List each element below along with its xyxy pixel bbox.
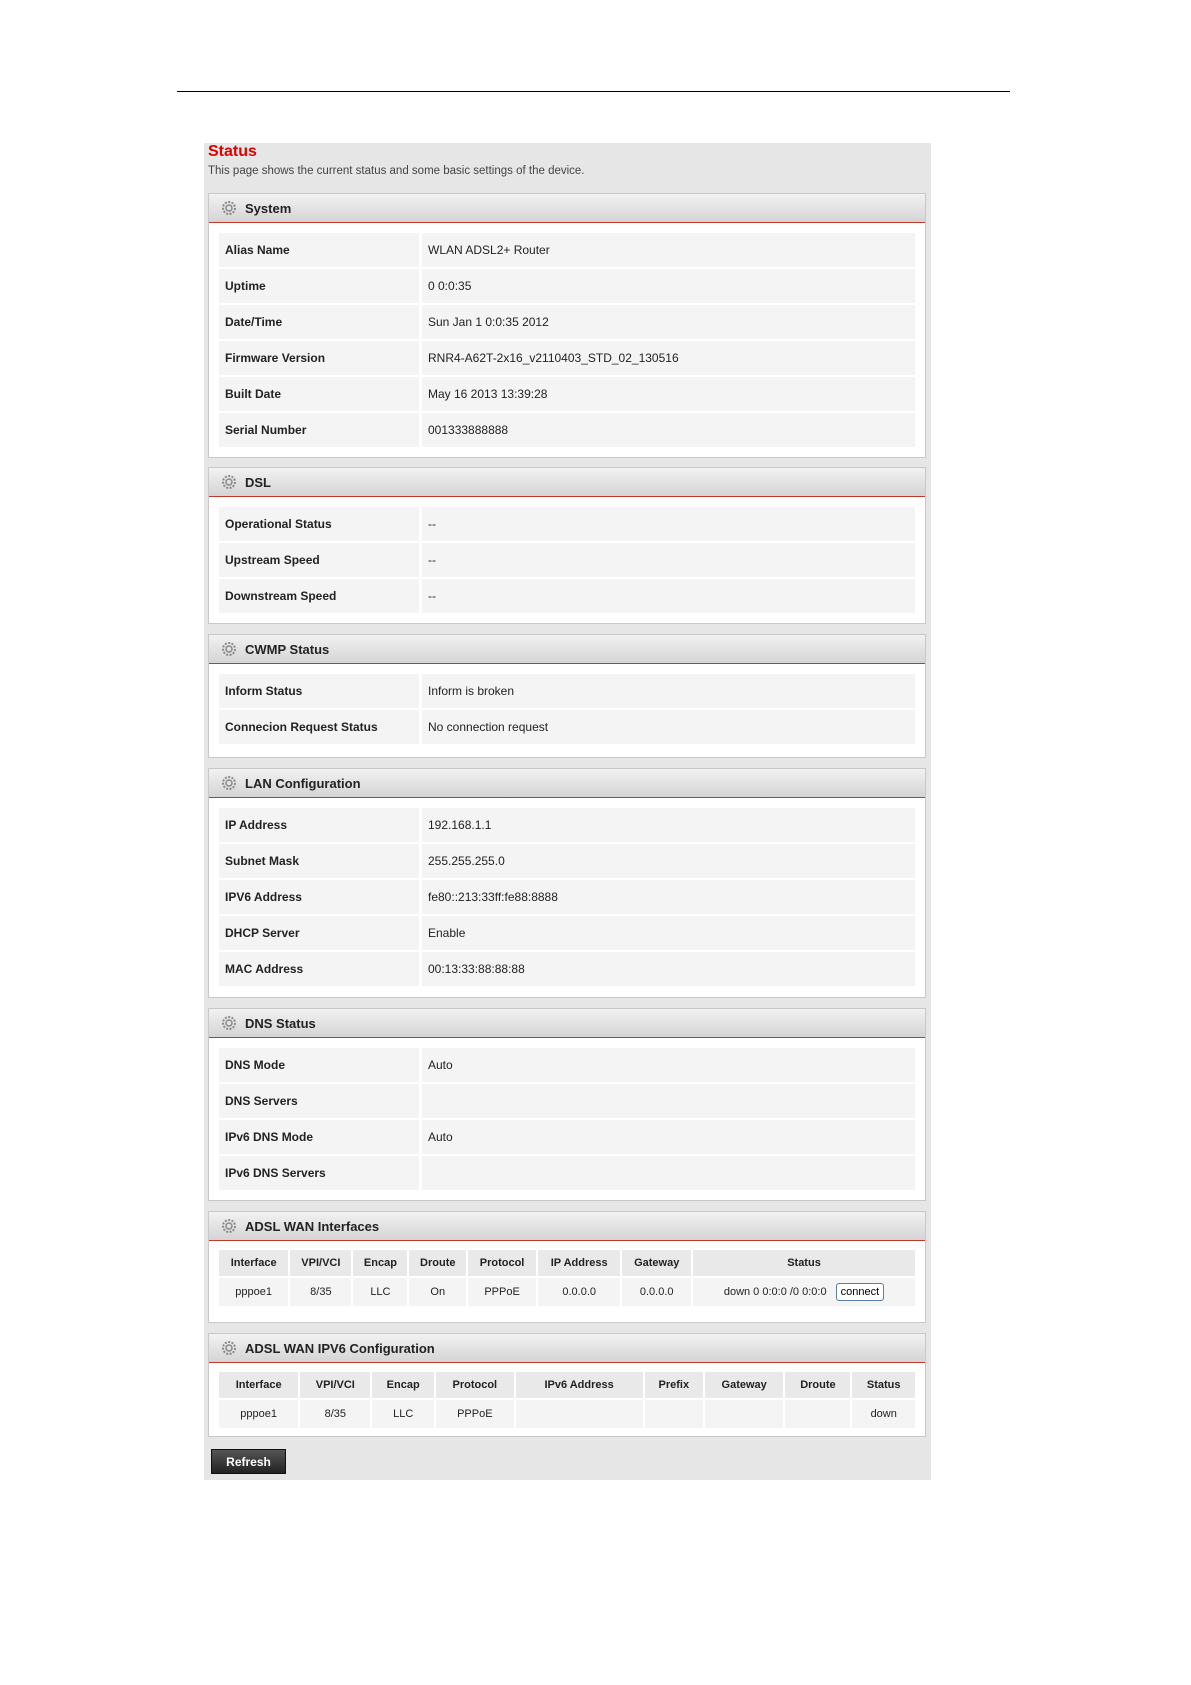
row-key: IP Address <box>219 808 419 842</box>
row-value: No connection request <box>422 710 915 744</box>
row-value: -- <box>422 543 915 577</box>
section-title: ADSL WAN Interfaces <box>245 1218 380 1234</box>
table-cell <box>705 1400 783 1428</box>
row-value: -- <box>422 507 915 541</box>
row-value: Inform is broken <box>422 674 915 708</box>
dns-table <box>219 1048 915 1192</box>
table-cell <box>516 1400 643 1428</box>
column-header: Gateway <box>622 1250 691 1276</box>
dsl-section <box>208 467 926 624</box>
table-row <box>219 674 915 710</box>
gear-icon <box>221 775 237 791</box>
column-header: Status <box>852 1372 915 1398</box>
column-header: Droute <box>409 1250 466 1276</box>
row-value: Sun Jan 1 0:0:35 2012 <box>422 305 915 339</box>
section-title: CWMP Status <box>245 641 330 657</box>
column-header: Prefix <box>645 1372 703 1398</box>
row-key: IPV6 Address <box>219 880 419 914</box>
section-header <box>209 1334 925 1363</box>
table-cell: PPPoE <box>436 1400 514 1428</box>
table-cell: On <box>409 1278 466 1306</box>
column-header: IP Address <box>538 1250 620 1276</box>
gear-icon <box>221 1340 237 1356</box>
row-value: 00:13:33:88:88:88 <box>422 952 915 986</box>
table-cell: 0.0.0.0 <box>538 1278 620 1306</box>
table-cell <box>645 1400 703 1428</box>
status-text: down 0 0:0:0 /0 0:0:0 <box>723 1286 827 1298</box>
section-header <box>209 635 925 664</box>
column-header: Gateway <box>705 1372 783 1398</box>
table-cell: PPPoE <box>468 1278 536 1306</box>
table-cell: LLC <box>372 1400 434 1428</box>
table-row <box>219 579 915 615</box>
table-row <box>219 880 915 916</box>
table-row <box>219 1278 915 1306</box>
row-value: Enable <box>422 916 915 950</box>
table-row <box>219 543 915 579</box>
table-cell: 8/35 <box>290 1278 351 1306</box>
row-value: fe80::213:33ff:fe88:8888 <box>422 880 915 914</box>
dns-section <box>208 1008 926 1201</box>
row-key: Inform Status <box>219 674 419 708</box>
table-row <box>219 269 915 305</box>
section-header <box>209 468 925 497</box>
table-cell: pppoe1 <box>219 1278 288 1306</box>
row-key: Downstream Speed <box>219 579 419 613</box>
table-row <box>219 1048 915 1084</box>
column-header: VPI/VCI <box>290 1250 351 1276</box>
table-row <box>219 808 915 844</box>
table-cell: down <box>852 1400 915 1428</box>
gear-icon <box>221 1015 237 1031</box>
table-row <box>219 710 915 746</box>
row-key: Alias Name <box>219 233 419 267</box>
row-value: 255.255.255.0 <box>422 844 915 878</box>
row-key: IPv6 DNS Servers <box>219 1156 419 1190</box>
table-row <box>219 1120 915 1156</box>
table-row <box>219 952 915 988</box>
section-title: ADSL WAN IPV6 Configuration <box>245 1340 435 1356</box>
table-row <box>219 377 915 413</box>
table-cell-status <box>693 1278 915 1306</box>
gear-icon <box>221 1218 237 1234</box>
section-header <box>209 194 925 223</box>
dsl-table <box>219 507 915 615</box>
row-key: Operational Status <box>219 507 419 541</box>
wan6-section <box>208 1333 926 1437</box>
row-key: IPv6 DNS Mode <box>219 1120 419 1154</box>
row-value: Auto <box>422 1120 915 1154</box>
page-top-rule <box>177 91 1010 92</box>
section-title: LAN Configuration <box>245 775 361 791</box>
row-value: 0 0:0:35 <box>422 269 915 303</box>
wan6-table <box>217 1370 917 1430</box>
wan-table <box>217 1248 917 1308</box>
connect-button[interactable]: connect <box>836 1283 885 1301</box>
row-value: -- <box>422 579 915 613</box>
row-key: Date/Time <box>219 305 419 339</box>
row-value: May 16 2013 13:39:28 <box>422 377 915 411</box>
table-header-row <box>219 1372 915 1398</box>
table-cell: LLC <box>353 1278 407 1306</box>
column-header: Encap <box>372 1372 434 1398</box>
section-header <box>209 1009 925 1038</box>
row-key: Serial Number <box>219 413 419 447</box>
column-header: Droute <box>785 1372 850 1398</box>
row-value <box>422 1084 915 1118</box>
gear-icon <box>221 474 237 490</box>
lan-table <box>219 808 915 988</box>
lan-section <box>208 768 926 998</box>
row-key: Firmware Version <box>219 341 419 375</box>
cwmp-section <box>208 634 926 758</box>
row-value <box>422 1156 915 1190</box>
column-header: Protocol <box>468 1250 536 1276</box>
table-row <box>219 1400 915 1428</box>
row-key: Connecion Request Status <box>219 710 419 744</box>
table-row <box>219 305 915 341</box>
section-title: DNS Status <box>245 1015 316 1031</box>
page-title: Status <box>208 143 257 160</box>
table-row <box>219 341 915 377</box>
column-header: Encap <box>353 1250 407 1276</box>
section-header <box>209 769 925 798</box>
column-header: Interface <box>219 1250 288 1276</box>
column-header: IPv6 Address <box>516 1372 643 1398</box>
page-subtitle: This page shows the current status and some basic settings of the device. <box>208 165 585 177</box>
gear-icon <box>221 641 237 657</box>
section-title: DSL <box>245 474 271 490</box>
row-value: 192.168.1.1 <box>422 808 915 842</box>
table-row <box>219 1084 915 1120</box>
row-key: Uptime <box>219 269 419 303</box>
table-row <box>219 1156 915 1192</box>
column-header: Protocol <box>436 1372 514 1398</box>
column-header: VPI/VCI <box>300 1372 370 1398</box>
gear-icon <box>221 200 237 216</box>
row-key: Built Date <box>219 377 419 411</box>
table-cell: 0.0.0.0 <box>622 1278 691 1306</box>
section-title: System <box>245 200 292 216</box>
table-row <box>219 233 915 269</box>
row-key: DNS Servers <box>219 1084 419 1118</box>
row-value: RNR4-A62T-2x16_v2110403_STD_02_130516 <box>422 341 915 375</box>
row-key: DNS Mode <box>219 1048 419 1082</box>
table-row <box>219 916 915 952</box>
column-header: Status <box>693 1250 915 1276</box>
table-row <box>219 413 915 449</box>
system-table <box>219 233 915 449</box>
column-header: Interface <box>219 1372 298 1398</box>
table-cell: 8/35 <box>300 1400 370 1428</box>
row-value: Auto <box>422 1048 915 1082</box>
table-cell: pppoe1 <box>219 1400 298 1428</box>
row-value: WLAN ADSL2+ Router <box>422 233 915 267</box>
row-value: 001333888888 <box>422 413 915 447</box>
system-section <box>208 193 926 458</box>
table-cell <box>785 1400 850 1428</box>
wan-section <box>208 1211 926 1323</box>
row-key: MAC Address <box>219 952 419 986</box>
status-panel <box>204 143 931 1480</box>
refresh-button[interactable]: Refresh <box>211 1449 286 1474</box>
row-key: Subnet Mask <box>219 844 419 878</box>
cwmp-table <box>219 674 915 746</box>
table-row <box>219 844 915 880</box>
table-row <box>219 507 915 543</box>
row-key: Upstream Speed <box>219 543 419 577</box>
table-header-row <box>219 1250 915 1276</box>
section-header <box>209 1212 925 1241</box>
row-key: DHCP Server <box>219 916 419 950</box>
